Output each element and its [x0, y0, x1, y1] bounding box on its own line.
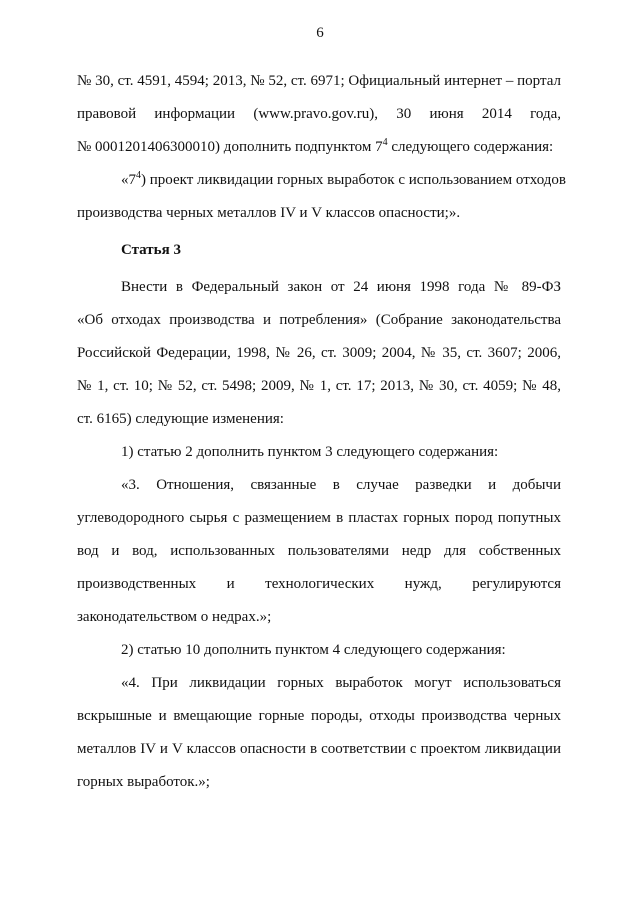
text-line-16: производственных и технологических нужд, регулируются — [77, 576, 561, 592]
page-number: 6 — [316, 25, 324, 41]
text-line-7: Внести в Федеральный закон от 24 июня 1998 года № 89-ФЗ — [121, 279, 561, 295]
text-line-9: Российской Федерации, 1998, № 26, ст. 3009; 2004, № 35, ст. 3607; 2006, — [77, 345, 561, 361]
text-fragment: № 0001201406300010) дополнить подпунктом 7 — [77, 139, 383, 155]
text-line-5: производства черных металлов IV и V классов опасности;». — [77, 205, 461, 221]
superscript: 4 — [382, 137, 388, 148]
text-line-20: вскрышные и вмещающие горные породы, отходы производства черных — [77, 708, 561, 724]
text-line-22: горных выработок.»; — [77, 774, 210, 790]
text-line-11: ст. 6165) следующие изменения: — [77, 411, 284, 427]
text-line-8: «Об отходах производства и потребления» (Собрание законодательства — [77, 312, 561, 328]
text-line-13: «3. Отношения, связанные в случае разведки и добычи — [121, 477, 561, 493]
text-line-10: № 1, ст. 10; № 52, ст. 5498; 2009, № 1, ст. 17; 2013, № 30, ст. 4059; № 48, — [77, 378, 561, 394]
text-fragment: следующего содержания: — [387, 139, 554, 155]
superscript: 4 — [136, 170, 141, 181]
text-line-21: металлов IV и V классов опасности в соответствии с проектом ликвидации — [77, 741, 561, 757]
text-line-1: № 30, ст. 4591, 4594; 2013, № 52, ст. 6971; Официальный интернет – портал — [77, 73, 561, 89]
text-line-18: 2) статью 10 дополнить пунктом 4 следующего содержания: — [121, 642, 506, 658]
text-line-3 — [77, 131, 561, 164]
text-line-4 — [77, 164, 566, 197]
article-heading: Статья 3 — [121, 242, 181, 258]
text-line-17: законодательством о недрах.»; — [77, 609, 272, 625]
text-fragment: ) проект ликвидации горных выработок с использованием отходов — [141, 172, 566, 188]
text-line-14: углеводородного сырья с размещением в пластах горных пород попутных — [77, 510, 561, 526]
text-line-19: «4. При ликвидации горных выработок могут использоваться — [121, 675, 561, 691]
document-body — [77, 65, 566, 799]
text-fragment: «7 — [121, 172, 136, 188]
text-line-12: 1) статью 2 дополнить пунктом 3 следующего содержания: — [121, 444, 499, 460]
text-line-15: вод и вод, использованных пользователями недр для собственных — [77, 543, 561, 559]
text-line-2: правовой информации (www.pravo.gov.ru), 30 июня 2014 года, — [77, 106, 561, 122]
